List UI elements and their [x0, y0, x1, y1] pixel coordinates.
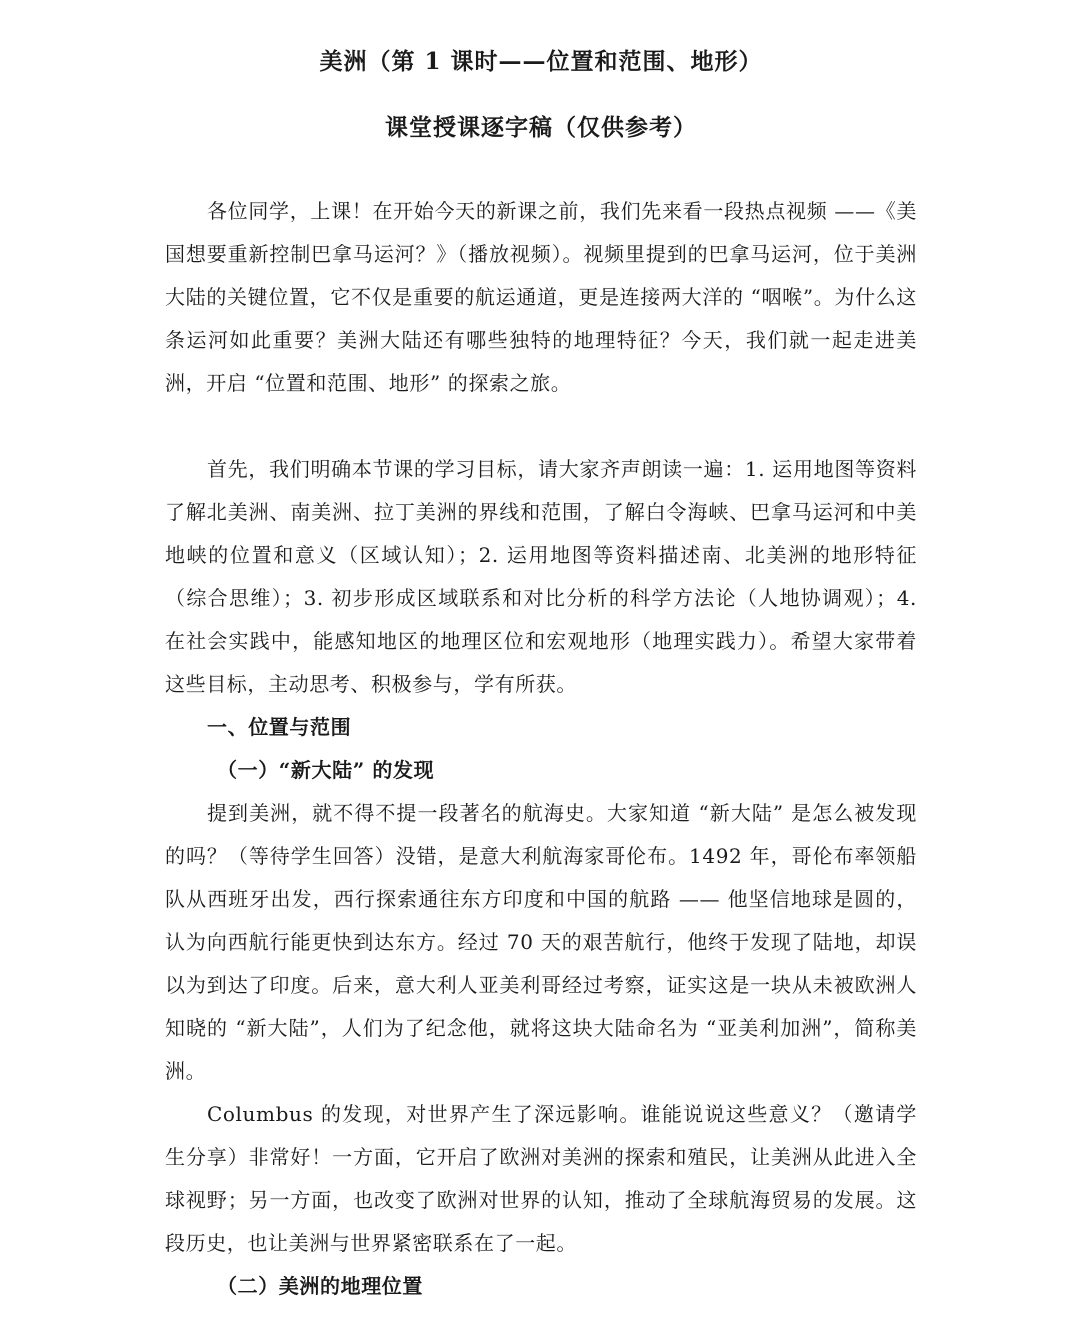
discovery-paragraph: 提到美洲，就不得不提一段著名的航海史。大家知道 “新大陆” 是怎么被发现的吗？（等待学生回答）没错，是意大利航海家哥伦布。1492 年，哥伦布率领船队从西班牙出发，西行探索通往东方印度和中国的航路 —— 他坚信地球是圆的，认为向西航行能更快到达东方。经过 70 天的艰苦航行，他终于发现了陆地，却误以为到达了印度。后来，意大利人亚美利哥经过考察，证实这是一块从未被欧洲人知晓的 “新大陆”，人们为了纪念他，就将这块大陆命名为 “亚美利加洲”，简称美洲。	[165, 801, 917, 1083]
document-subtitle: 课堂授课逐字稿（仅供参考）	[385, 114, 697, 141]
objectives-paragraph: 首先，我们明确本节课的学习目标，请大家齐声朗读一遍：1. 运用地图等资料了解北美洲、南美洲、拉丁美洲的界线和范围，了解白令海峡、巴拿马运河和中美地峡的位置和意义（区域认知）；2. 运用地图等资料描述南、北美洲的地形特征（综合思维）；3. 初步形成区域联系和对比分析的科学方法论（人地协调观）；4. 在社会实践中，能感知地区的地理区位和宏观地形（地理实践力）。希望大家带着这些目标，主动思考、积极参与，学有所获。	[165, 457, 917, 696]
subsection-heading-new-continent: （一）“新大陆” 的发现	[217, 758, 435, 782]
significance-paragraph: Columbus 的发现，对世界产生了深远影响。谁能说说这些意义？（邀请学生分享）非常好！一方面，它开启了欧洲对美洲的探索和殖民，让美洲从此进入全球视野；另一方面，也改变了欧洲对世界的认知，推动了全球航海贸易的发展。这段历史，也让美洲与世界紧密联系在了一起。	[165, 1102, 917, 1255]
document-title: 美洲（第 1 课时——位置和范围、地形）	[319, 48, 763, 75]
section-heading-location-range: 一、位置与范围	[207, 715, 352, 739]
subsection-heading-geographic-location: （二）美洲的地理位置	[217, 1274, 423, 1298]
intro-paragraph: 各位同学，上课！在开始今天的新课之前，我们先来看一段热点视频 ——《美国想要重新控制巴拿马运河？》（播放视频）。视频里提到的巴拿马运河，位于美洲大陆的关键位置，它不仅是重要的航运通道，更是连接两大洋的 “咽喉”。为什么这条运河如此重要？美洲大陆还有哪些独特的地理特征？今天，我们就一起走进美洲，开启 “位置和范围、地形” 的探索之旅。	[165, 199, 917, 395]
document-page	[165, 40, 917, 1308]
